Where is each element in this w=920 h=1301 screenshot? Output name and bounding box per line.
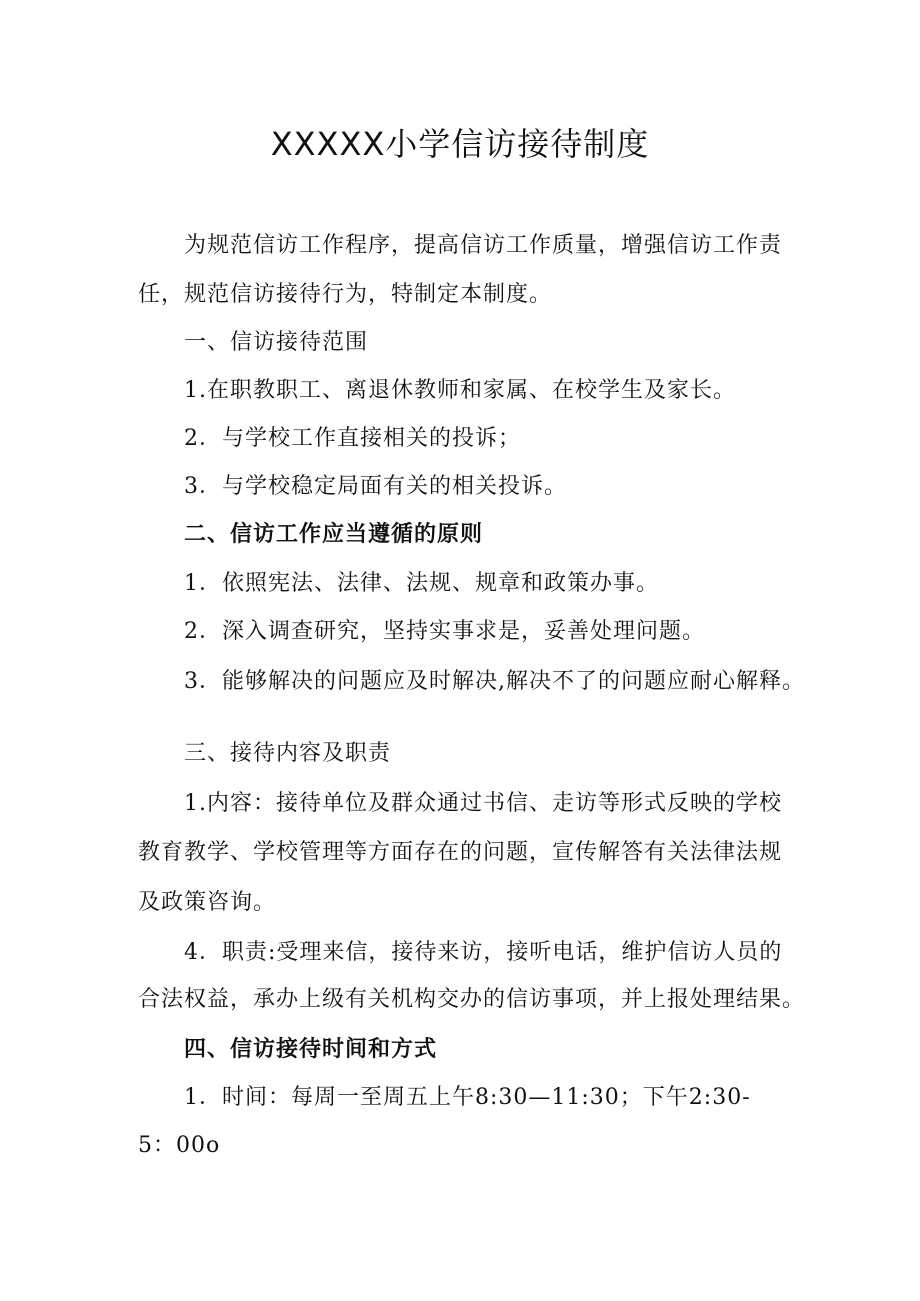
section-heading-3: 三、接待内容及职责 — [184, 741, 392, 766]
section-heading-4: 四、信访接待时间和方式 — [184, 1037, 438, 1062]
paragraph-intro-line-1: 为规范信访工作程序，提高信访工作质量，增强信访工作责 — [184, 233, 783, 258]
list-item-1-2: 2．与学校工作直接相关的投诉； — [184, 426, 521, 451]
list-item-3-2-line-2: 合法权益，承办上级有关机构交办的信访事项，并上报处理结果。 — [138, 987, 806, 1012]
document-title: XXXXX小学信访接待制度 — [270, 125, 650, 163]
list-item-3-1-line-1: 1.内容：接待单位及群众通过书信、走访等形式反映的学校 — [184, 791, 782, 816]
list-item-2-1: 1．依照宪法、法律、法规、规章和政策办事。 — [184, 571, 659, 596]
list-item-1-3: 3．与学校稳定局面有关的相关投诉。 — [184, 474, 567, 499]
list-item-1-1: 1.在职教职工、离退休教师和家属、在校学生及家长。 — [184, 378, 736, 403]
list-item-4-1-line-2: 5：00o — [138, 1133, 221, 1158]
section-heading-2: 二、信访工作应当遵循的原则 — [184, 522, 484, 547]
list-item-3-2-line-1: 4．职责:受理来信，接待来访，接听电话，维护信访人员的 — [184, 940, 783, 965]
list-item-3-1-line-3: 及政策咨询。 — [138, 890, 277, 915]
list-item-4-1-line-1: 1．时间：每周一至周五上午8:30—11:30；下午2:30- — [184, 1085, 751, 1110]
section-heading-1: 一、信访接待范围 — [184, 330, 369, 355]
list-item-2-3: 3．能够解决的问题应及时解决,解决不了的问题应耐心解释。 — [184, 669, 805, 694]
list-item-3-1-line-2: 教育教学、学校管理等方面存在的问题，宣传解答有关法律法规 — [138, 840, 783, 865]
paragraph-intro-line-2: 任，规范信访接待行为，特制定本制度。 — [138, 282, 553, 307]
list-item-2-2: 2．深入调查研究，坚持实事求是，妥善处理问题。 — [184, 619, 705, 644]
